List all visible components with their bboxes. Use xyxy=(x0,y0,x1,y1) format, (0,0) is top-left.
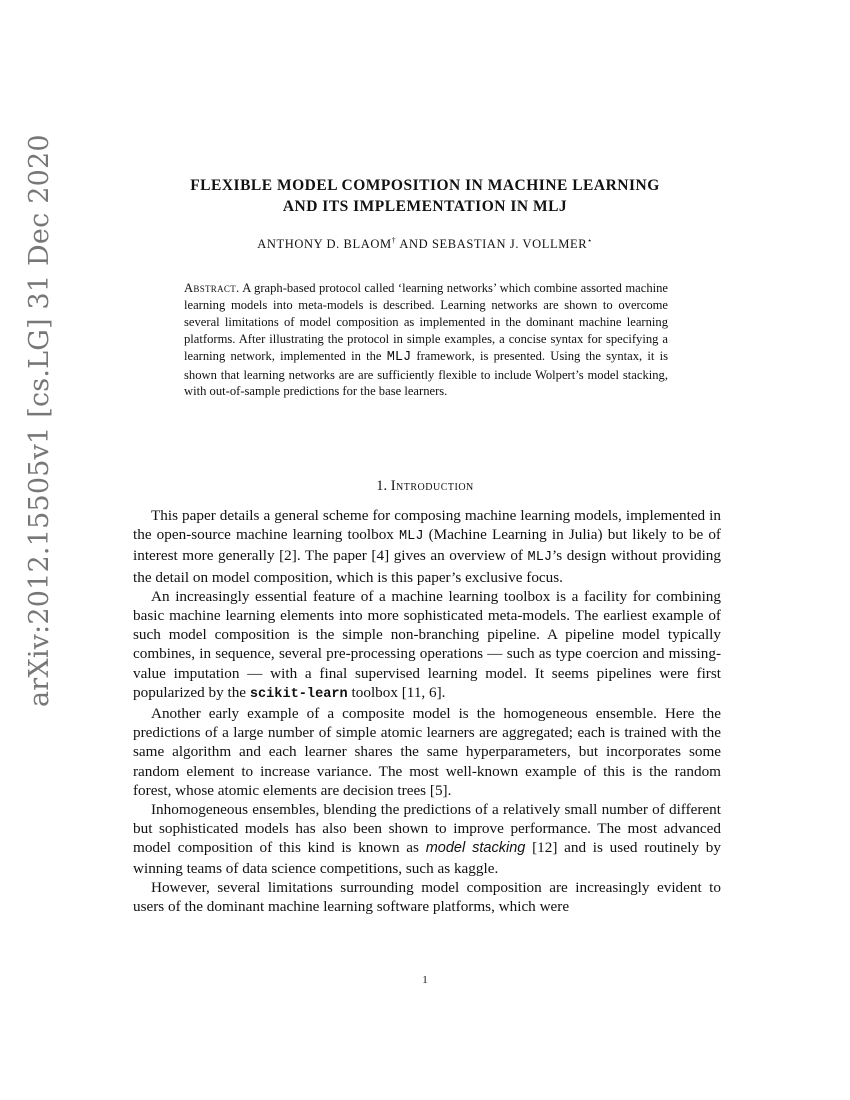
p4-emphasis-model-stacking: model stacking xyxy=(425,840,526,857)
author-2-affiliation-mark: ⋆ xyxy=(587,236,593,245)
abstract-label: Abstract. xyxy=(184,281,240,295)
page-number: 1 xyxy=(422,974,428,986)
p1-text-1: This paper details a general scheme for composing machine learning models, implemented in the open-source machine learning toolbox xyxy=(133,507,721,544)
paragraph-1 xyxy=(133,506,721,587)
p1-code-mlj-2: MLJ xyxy=(527,550,553,566)
paragraph-4 xyxy=(133,800,721,878)
abstract xyxy=(184,280,668,400)
paper-title xyxy=(120,175,730,217)
author-1-affiliation-mark: † xyxy=(391,236,397,245)
p1-code-mlj: MLJ xyxy=(399,529,424,545)
title-line-1: FLEXIBLE MODEL COMPOSITION IN MACHINE LEARNING xyxy=(190,177,660,194)
p1-text-3: ’s design without providing the detail on model composition, which is this paper’s exclusive focus. xyxy=(133,547,721,586)
author-list xyxy=(120,236,730,252)
section-heading xyxy=(120,478,730,495)
section-number: 1. xyxy=(376,478,391,494)
body-text xyxy=(133,506,721,916)
title-line-2: AND ITS IMPLEMENTATION IN MLJ xyxy=(282,198,568,215)
abstract-code-mlj: MLJ xyxy=(386,349,412,365)
paragraph-5: However, several limitations surrounding model composition are increasingly evident to users of the dominant machine learning software platforms, which were xyxy=(133,878,721,916)
p2-code-scikit-learn: scikit-learn xyxy=(249,686,348,702)
abstract-text-1: A graph-based protocol called ‘learning networks’ which combine assorted machine learning models into meta-models is described. Learning networks are shown to overcome several limitations of model composition as implemented in the dominant machine learning platforms. After illustrating the protocol in simple examples, a concise syntax for specifying a learning network, implemented in the xyxy=(184,281,668,363)
author-1: ANTHONY D. BLAOM xyxy=(257,237,392,252)
p4-text-1: Inhomogeneous ensembles, blending the predictions of a relatively small number of different but sophisticated models has also been shown to improve performance. The most advanced model composition of this kind is known as xyxy=(133,801,721,857)
p2-text-1: An increasingly essential feature of a machine learning toolbox is a facility for combining basic machine learning elements into more sophisticated meta-models. The earliest example of such model composition is the simple non-branching pipeline. A pipeline model typically combines, in sequence, several pre-processing operations — such as type coercion and missing-value imputation — with a final supervised learning model. It seems pipelines were first popularized by the xyxy=(133,587,721,701)
author-2: SEBASTIAN J. VOLLMER xyxy=(431,237,588,252)
p2-text-2: toolbox [11, 6]. xyxy=(347,683,446,701)
p4-text-2: [12] and is used routinely by winning teams of data science competitions, such as kaggle. xyxy=(133,839,721,877)
paragraph-2 xyxy=(133,587,721,704)
arxiv-identifier: arXiv:2012.15505v1 [cs.LG] 31 Dec 2020 xyxy=(24,134,55,707)
author-conjunction: AND xyxy=(396,237,432,252)
paragraph-3: Another early example of a composite model is the homogeneous ensemble. Here the predictions of a large number of simple atomic learners are aggregated; each is trained with the same algorithm and each learner shares the same hyperparameters, but incorporates some random element to increase variance. The most well-known example of this is the random forest, whose atomic elements are decision trees [5]. xyxy=(133,705,721,799)
p1-text-2: (Machine Learning in Julia) but likely to be of interest more generally [2]. The paper [4] gives an overview of xyxy=(133,526,721,565)
abstract-text-2: framework, is presented. Using the syntax, it is shown that learning networks are are sufficiently flexible to include Wolpert’s model stacking, with out-of-sample predictions for the base learners. xyxy=(184,348,668,399)
section-title: Introduction xyxy=(390,478,474,494)
